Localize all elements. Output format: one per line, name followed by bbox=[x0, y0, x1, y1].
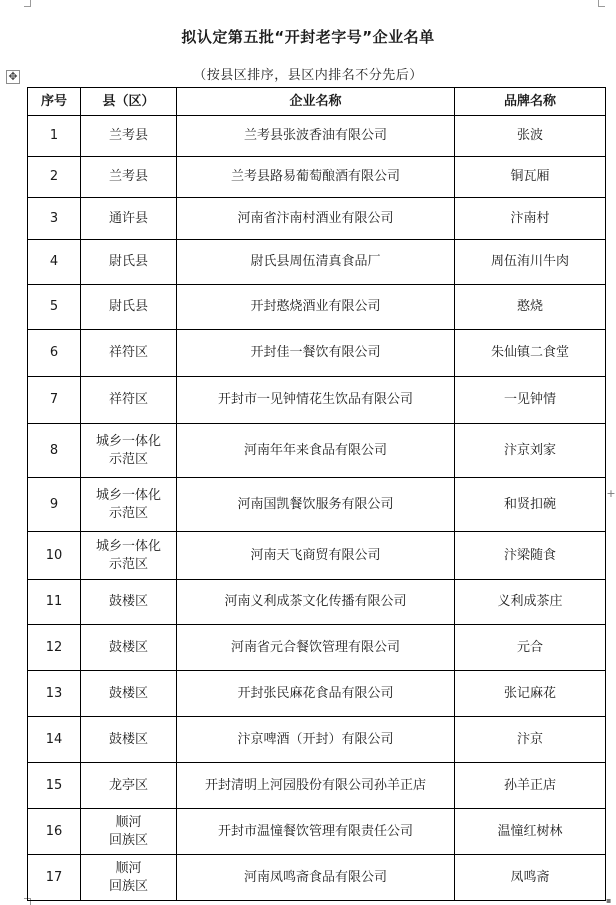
cell-company: 河南国凯餐饮服务有限公司 bbox=[177, 478, 455, 532]
table-row bbox=[28, 116, 606, 157]
document-subtitle: （按县区排序，县区内排名不分先后） bbox=[193, 68, 423, 83]
table-row bbox=[28, 763, 606, 809]
cell-county: 城乡一体化 示范区 bbox=[81, 424, 177, 478]
cell-brand: 汴京 bbox=[455, 717, 606, 763]
cell-company: 开封市温憧餐饮管理有限责任公司 bbox=[177, 809, 455, 855]
cell-brand: 凤鸣斋 bbox=[455, 855, 606, 901]
header-company: 企业名称 bbox=[177, 88, 455, 116]
table-resize-handle-icon[interactable]: ▪ bbox=[606, 896, 612, 905]
table-row bbox=[28, 625, 606, 671]
table-move-handle-icon[interactable]: ✥ bbox=[6, 70, 20, 84]
cell-company: 开封憨烧酒业有限公司 bbox=[177, 285, 455, 330]
cell-county: 城乡一体化 示范区 bbox=[81, 532, 177, 580]
table-row bbox=[28, 671, 606, 717]
cell-county: 鼓楼区 bbox=[81, 717, 177, 763]
cell-brand: 一见钟情 bbox=[455, 377, 606, 424]
cell-county: 鼓楼区 bbox=[81, 580, 177, 625]
cell-brand: 孙羊正店 bbox=[455, 763, 606, 809]
cell-county: 祥符区 bbox=[81, 377, 177, 424]
cell-serial: 10 bbox=[28, 532, 81, 580]
cell-brand: 周伍洧川牛肉 bbox=[455, 240, 606, 285]
cell-company: 河南省元合餐饮管理有限公司 bbox=[177, 625, 455, 671]
cell-serial: 17 bbox=[28, 855, 81, 901]
table-row bbox=[28, 330, 606, 377]
document-title: 拟认定第五批“开封老字号”企业名单 bbox=[181, 28, 435, 46]
cell-brand: 和贤扣碗 bbox=[455, 478, 606, 532]
table-row bbox=[28, 532, 606, 580]
cell-serial: 3 bbox=[28, 198, 81, 240]
cell-serial: 15 bbox=[28, 763, 81, 809]
cell-county: 通许县 bbox=[81, 198, 177, 240]
page-corner-mark bbox=[598, 0, 605, 7]
cell-serial: 6 bbox=[28, 330, 81, 377]
cell-brand: 张记麻花 bbox=[455, 671, 606, 717]
cell-county: 顺河 回族区 bbox=[81, 809, 177, 855]
table-row bbox=[28, 855, 606, 901]
cell-county: 祥符区 bbox=[81, 330, 177, 377]
table-row bbox=[28, 809, 606, 855]
table-add-column-icon[interactable]: + bbox=[606, 487, 616, 500]
table-row bbox=[28, 157, 606, 198]
header-county: 县（区） bbox=[81, 88, 177, 116]
cell-company: 尉氏县周伍清真食品厂 bbox=[177, 240, 455, 285]
cell-brand: 朱仙镇二食堂 bbox=[455, 330, 606, 377]
cell-county: 尉氏县 bbox=[81, 285, 177, 330]
cell-county: 顺河 回族区 bbox=[81, 855, 177, 901]
table-row bbox=[28, 198, 606, 240]
cell-serial: 8 bbox=[28, 424, 81, 478]
cell-county: 鼓楼区 bbox=[81, 671, 177, 717]
cell-company: 开封张民麻花食品有限公司 bbox=[177, 671, 455, 717]
table-row bbox=[28, 285, 606, 330]
cell-county: 尉氏县 bbox=[81, 240, 177, 285]
cell-brand: 铜瓦厢 bbox=[455, 157, 606, 198]
cell-company: 河南年年来食品有限公司 bbox=[177, 424, 455, 478]
cell-company: 汴京啤酒（开封）有限公司 bbox=[177, 717, 455, 763]
cell-serial: 2 bbox=[28, 157, 81, 198]
cell-company: 兰考县张波香油有限公司 bbox=[177, 116, 455, 157]
cell-serial: 9 bbox=[28, 478, 81, 532]
cell-serial: 12 bbox=[28, 625, 81, 671]
cell-brand: 憨烧 bbox=[455, 285, 606, 330]
cell-company: 河南省汴南村酒业有限公司 bbox=[177, 198, 455, 240]
table-row bbox=[28, 717, 606, 763]
page-corner-mark bbox=[24, 0, 31, 7]
cell-brand: 汴京刘家 bbox=[455, 424, 606, 478]
table-row bbox=[28, 580, 606, 625]
cell-serial: 13 bbox=[28, 671, 81, 717]
cell-brand: 义利成茶庄 bbox=[455, 580, 606, 625]
cell-brand: 元合 bbox=[455, 625, 606, 671]
cell-serial: 5 bbox=[28, 285, 81, 330]
cell-serial: 1 bbox=[28, 116, 81, 157]
cell-county: 鼓楼区 bbox=[81, 625, 177, 671]
table-header-row bbox=[28, 88, 606, 116]
cell-serial: 14 bbox=[28, 717, 81, 763]
cell-brand: 汴南村 bbox=[455, 198, 606, 240]
cell-county: 龙亭区 bbox=[81, 763, 177, 809]
table-row bbox=[28, 424, 606, 478]
cell-county: 兰考县 bbox=[81, 157, 177, 198]
cell-serial: 7 bbox=[28, 377, 81, 424]
cell-company: 河南天飞商贸有限公司 bbox=[177, 532, 455, 580]
cell-company: 兰考县路易葡萄酿酒有限公司 bbox=[177, 157, 455, 198]
cell-brand: 温憧红树林 bbox=[455, 809, 606, 855]
table-row bbox=[28, 240, 606, 285]
table-row bbox=[28, 478, 606, 532]
cell-brand: 汴梁随食 bbox=[455, 532, 606, 580]
cell-company: 开封佳一餐饮有限公司 bbox=[177, 330, 455, 377]
cell-serial: 4 bbox=[28, 240, 81, 285]
table-row bbox=[28, 377, 606, 424]
enterprise-list-table bbox=[27, 87, 606, 901]
cell-brand: 张波 bbox=[455, 116, 606, 157]
cell-company: 开封市一见钟情花生饮品有限公司 bbox=[177, 377, 455, 424]
header-brand: 品牌名称 bbox=[455, 88, 606, 116]
cell-county: 兰考县 bbox=[81, 116, 177, 157]
cell-serial: 11 bbox=[28, 580, 81, 625]
cell-county: 城乡一体化 示范区 bbox=[81, 478, 177, 532]
cell-company: 河南义利成茶文化传播有限公司 bbox=[177, 580, 455, 625]
header-serial: 序号 bbox=[28, 88, 81, 116]
cell-company: 河南凤鸣斋食品有限公司 bbox=[177, 855, 455, 901]
cell-company: 开封清明上河园股份有限公司孙羊正店 bbox=[177, 763, 455, 809]
cell-serial: 16 bbox=[28, 809, 81, 855]
